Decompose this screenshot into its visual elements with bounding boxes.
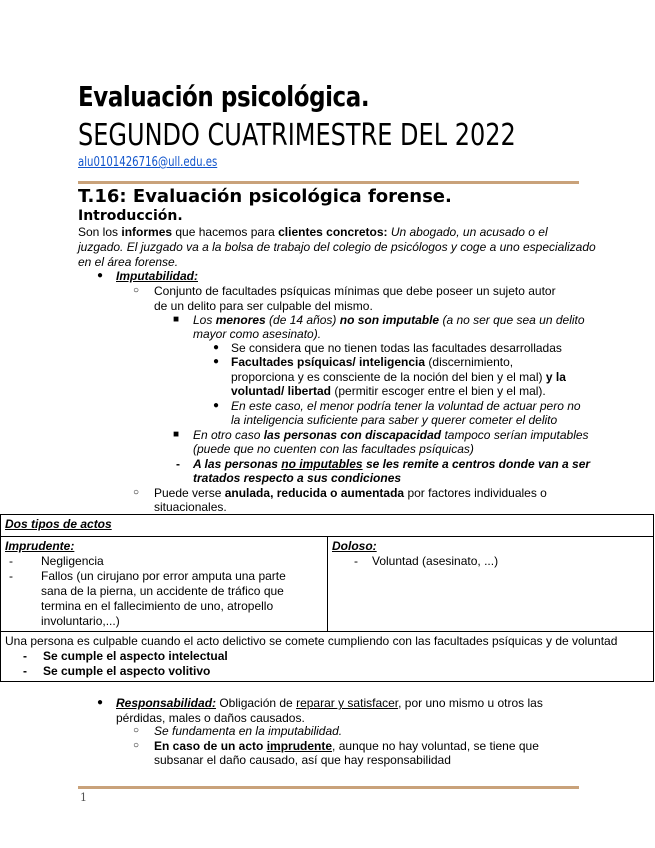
intro-line-3: en el área forense. bbox=[78, 255, 179, 269]
menores-line-2: mayor como asesinato). bbox=[193, 327, 322, 341]
table-header-cell bbox=[1, 515, 654, 537]
table-row bbox=[1, 632, 654, 682]
list-item-continuation: involuntario,...) bbox=[41, 614, 120, 628]
bullet-icon: ● bbox=[213, 400, 220, 411]
intro-line-1: Son los informes que hacemos para clientes concretos: Un abogado, un acusado o el bbox=[78, 225, 548, 239]
bullet-icon: ● bbox=[213, 342, 220, 353]
table-header: Dos tipos de actos bbox=[5, 517, 112, 531]
list-item-continuation: sana de la pierna, un accidente de tráfico que bbox=[41, 584, 284, 598]
sub-item-2-line-3: voluntad/ libertad (permitir escoger entre el bien y el mal). bbox=[231, 384, 546, 398]
actos-table bbox=[0, 514, 654, 682]
sub-item-1: Se considera que no tienen todas las facultades desarrolladas bbox=[231, 341, 562, 355]
header-divider bbox=[78, 181, 579, 184]
document-subtitle: SEGUNDO CUATRIMESTRE DEL 2022 bbox=[78, 118, 516, 153]
doloso-label: Doloso: bbox=[332, 539, 377, 553]
table-footer-cell bbox=[1, 632, 654, 682]
dash-bullet-icon: - bbox=[176, 457, 180, 471]
table-row bbox=[1, 537, 654, 632]
list-item: - Voluntad (asesinato, ...) bbox=[354, 554, 499, 568]
list-item: - Fallos (un cirujano por error amputa una parte bbox=[9, 569, 286, 583]
sub-item-2-line-2: proporciona y es consciente de la noción del bien y el mal) y la bbox=[231, 370, 566, 384]
circle-bullet-icon: ○ bbox=[133, 487, 140, 498]
list-item: - Se cumple el aspecto volitivo bbox=[23, 664, 211, 678]
list-item: - Se cumple el aspecto intelectual bbox=[23, 649, 228, 663]
doloso-cell bbox=[328, 537, 654, 632]
intro-line-2: juzgado. El juzgado va a la bolsa de trabajo del colegio de psicólogos y coge a uno especializado bbox=[78, 240, 596, 254]
imprudente-cell bbox=[1, 537, 328, 632]
menores-line-1: Los menores (de 14 años) no son imputable (a no ser que sea un delito bbox=[193, 313, 585, 327]
sub-item-3-line-1: En este caso, el menor podría tener la voluntad de actuar pero no bbox=[231, 399, 581, 413]
email-link[interactable]: alu0101426716@ull.edu.es bbox=[78, 155, 218, 170]
no-imputables-line-2: tratados respecto a sus condiciones bbox=[193, 471, 402, 485]
section-heading: T.16: Evaluación psicológica forense. bbox=[78, 186, 452, 207]
circle-bullet-icon: ○ bbox=[133, 725, 140, 736]
intro-heading: Introducción. bbox=[78, 208, 183, 224]
discapacidad-line-1: En otro caso las personas con discapacidad tampoco serían imputables bbox=[193, 428, 589, 442]
page-number: 1 bbox=[80, 791, 87, 804]
footer-divider bbox=[78, 786, 579, 789]
square-bullet-icon: ■ bbox=[173, 314, 180, 325]
bullet-icon: ● bbox=[97, 697, 104, 708]
discapacidad-line-2: (puede que no cuenten con las facultades psíquicas) bbox=[193, 442, 474, 456]
table-row bbox=[1, 515, 654, 537]
sub-item-3-line-2: la inteligencia suficiente para saber y querer cometer el delito bbox=[231, 413, 558, 427]
square-bullet-icon: ■ bbox=[173, 429, 180, 440]
sub-item-2-line-1: Facultades psíquicas/ inteligencia (discernimiento, bbox=[231, 355, 514, 369]
bullet-icon: ● bbox=[213, 356, 220, 367]
responsabilidad-line-1: Responsabilidad: Obligación de reparar y satisfacer, por uno mismo u otros las bbox=[116, 696, 543, 710]
responsabilidad-sub-1: Se fundamenta en la imputabilidad. bbox=[154, 724, 343, 738]
anulada-line-2: situacionales. bbox=[154, 500, 227, 514]
anulada-line-1: Puede verse anulada, reducida o aumentada por factores individuales o bbox=[154, 486, 547, 500]
culpable-text: Una persona es culpable cuando el acto delictivo se comete cumpliendo con las facultades psíquicas y de voluntad bbox=[5, 634, 618, 648]
imprudente-label: Imprudente: bbox=[5, 539, 75, 553]
bullet-icon: ● bbox=[97, 270, 104, 281]
responsabilidad-line-2: pérdidas, males o daños causados. bbox=[116, 711, 305, 725]
imputabilidad-line-1: Conjunto de facultades psíquicas mínimas que debe poseer un sujeto autor bbox=[154, 284, 556, 298]
no-imputables-line-1: A las personas no imputables se les remite a centros donde van a ser bbox=[193, 457, 591, 471]
list-item-continuation: termina en el fallecimiento de uno, atropello bbox=[41, 599, 274, 613]
imputabilidad-label: Imputabilidad: bbox=[116, 269, 198, 283]
list-item: - Negligencia bbox=[9, 554, 104, 568]
document-title: Evaluación psicológica. bbox=[78, 80, 370, 113]
circle-bullet-icon: ○ bbox=[133, 740, 140, 751]
circle-bullet-icon: ○ bbox=[133, 285, 140, 296]
responsabilidad-sub-2-line-2: subsanar el daño causado, así que hay responsabilidad bbox=[154, 753, 451, 767]
responsabilidad-sub-2-line-1: En caso de un acto imprudente, aunque no hay voluntad, se tiene que bbox=[154, 739, 539, 753]
imputabilidad-line-2: de un delito para ser culpable del mismo. bbox=[154, 299, 373, 313]
